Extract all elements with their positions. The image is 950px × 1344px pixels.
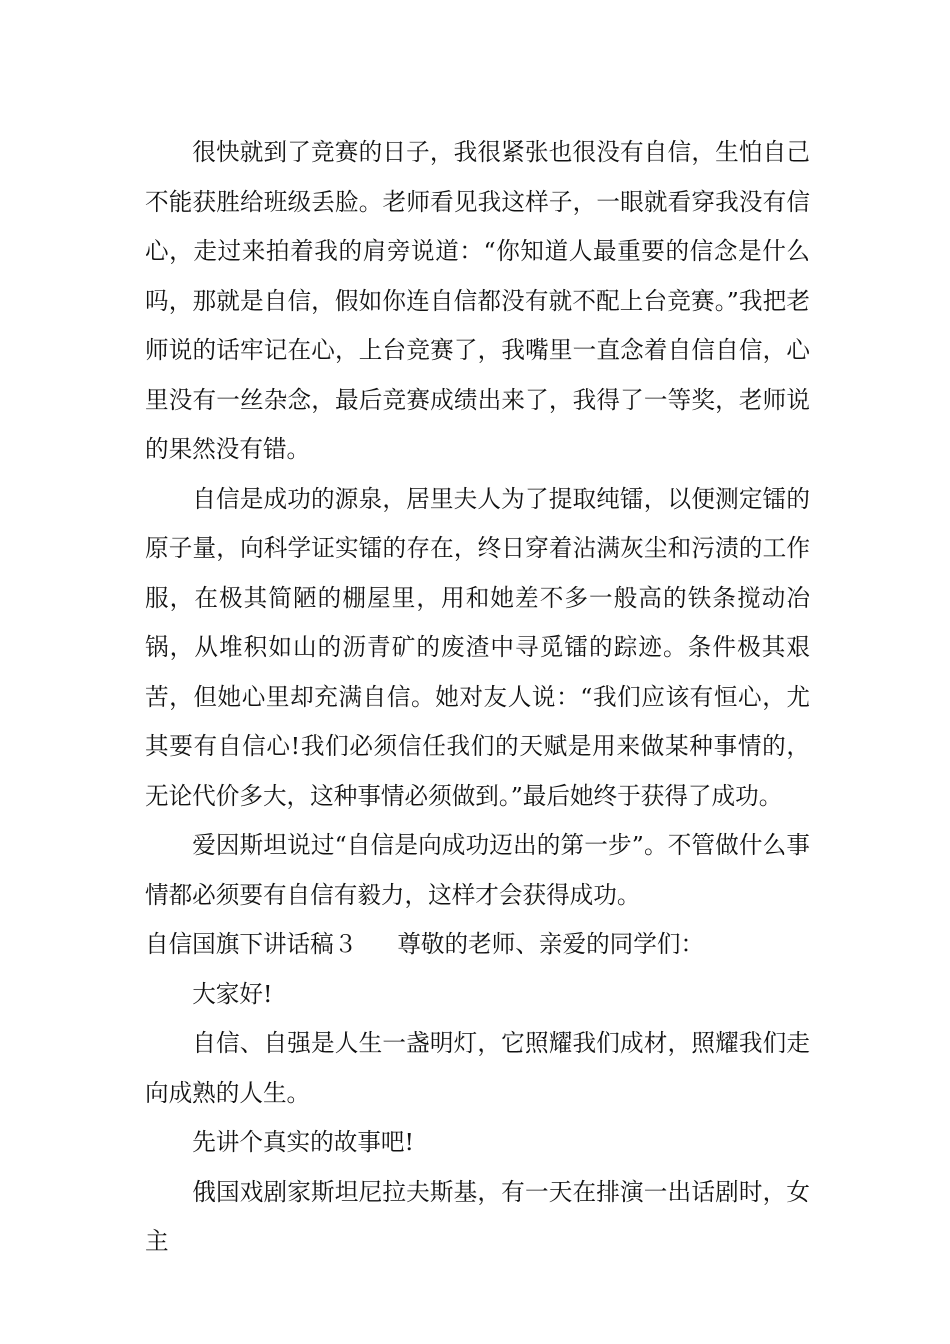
paragraph-competition-story: 很快就到了竞赛的日子，我很紧张也很没有自信，生怕自己不能获胜给班级丢脸。老师看见我这样子，一眼就看穿我没有信心，走过来拍着我的肩旁说道：“你知道人最重要的信念是什么吗，那就是自信，假如你连自信都没有就不配上台竞赛。”我把老师说的话牢记在心，上台竞赛了，我嘴里一直念着自信自信，心里没有一丝杂念，最后竞赛成绩出来了，我得了一等奖，老师说的果然没有错。 bbox=[145, 138, 810, 463]
document-body bbox=[145, 128, 810, 1267]
paragraph-story-intro: 先讲个真实的故事吧! bbox=[192, 1128, 415, 1156]
paragraph-greeting: 大家好! bbox=[192, 979, 273, 1008]
paragraph-self-confidence: 自信、自强是人生一盏明灯，它照耀我们成材，照耀我们走向成熟的人生。 bbox=[145, 1029, 810, 1107]
salutation: 尊敬的老师、亲爱的同学们： bbox=[397, 930, 705, 958]
heading-spacer bbox=[357, 920, 397, 970]
section-title: 自信国旗下讲话稿３ bbox=[145, 930, 358, 958]
paragraph-einstein-quote: 爱因斯坦说过“自信是向成功迈出的第一步”。不管做什么事情都必须要有自信有毅力，这样才会获得成功。 bbox=[145, 831, 810, 909]
paragraph-stanislavski-story: 俄国戏剧家斯坦尼拉夫斯基，有一天在排演一出话剧时，女主 bbox=[145, 1177, 810, 1255]
paragraph-curie-story: 自信是成功的源泉，居里夫人为了提取纯镭，以便测定镭的原子量，向科学证实镭的存在，终日穿着沾满灰尘和污渍的工作服，在极其简陋的棚屋里，用和她差不多一般高的铁条搅动冶锅，从堆积如山的沥青矿的废渣中寻觅镭的踪迹。条件极其艰苦，但她心里却充满自信。她对友人说：“我们应该有恒心，尤其要有自信心!我们必须信任我们的天赋是用来做某种事情的，无论代价多大，这种事情必须做到。”最后她终于获得了成功。 bbox=[145, 484, 810, 810]
section-heading bbox=[145, 920, 810, 970]
